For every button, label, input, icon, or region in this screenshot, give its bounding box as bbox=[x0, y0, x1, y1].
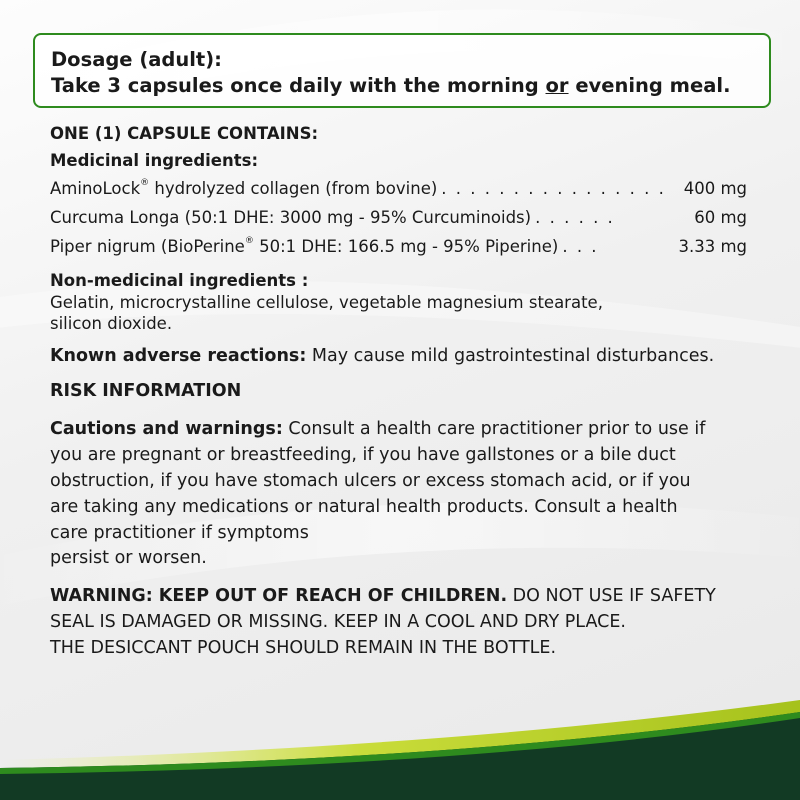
non-medicinal-heading: Non-medicinal ingredients : bbox=[50, 271, 309, 290]
ingredient-name: Piper nigrum (BioPerine® 50:1 DHE: 166.5 mg - 95% Piperine) bbox=[50, 236, 559, 256]
ingredient-name: Curcuma Longa (50:1 DHE: 3000 mg - 95% Curcuminoids) bbox=[50, 208, 532, 227]
leader-dots: . . . bbox=[562, 237, 599, 256]
warning-text: THE DESICCANT POUCH SHOULD REMAIN IN THE BOTTLE. bbox=[50, 638, 557, 658]
capsule-contains-heading: ONE (1) CAPSULE CONTAINS: bbox=[50, 124, 319, 143]
warning-text: SEAL IS DAMAGED OR MISSING. KEEP IN A COOL AND DRY PLACE. bbox=[50, 612, 626, 632]
cautions-text: obstruction, if you have stomach ulcers or excess stomach acid, or if you bbox=[50, 471, 691, 491]
ingredient-amount: 400 mg bbox=[683, 179, 747, 198]
medicinal-ingredients-heading: Medicinal ingredients: bbox=[50, 151, 259, 170]
adverse-reactions: Known adverse reactions: May cause mild gastrointestinal disturbances. bbox=[50, 346, 715, 366]
ingredient-row bbox=[50, 237, 747, 256]
leader-dots: . . . . . . bbox=[535, 208, 615, 227]
dosage-box bbox=[33, 33, 771, 108]
cautions-text: Cautions and warnings: Consult a health care practitioner prior to use if bbox=[50, 419, 706, 439]
cautions-text: you are pregnant or breastfeeding, if you have gallstones or a bile duct bbox=[50, 445, 676, 465]
leader-dots: . . . . . . . . . . . . . . . . bbox=[441, 179, 666, 198]
dosage-heading: Dosage (adult): bbox=[51, 48, 222, 71]
ingredient-name: AminoLock® hydrolyzed collagen (from bovine) bbox=[50, 178, 438, 198]
risk-information-heading: RISK INFORMATION bbox=[50, 381, 242, 401]
warning-text: WARNING: KEEP OUT OF REACH OF CHILDREN. DO NOT USE IF SAFETY bbox=[50, 586, 716, 606]
dosage-instructions: Take 3 capsules once daily with the morning or evening meal. bbox=[51, 74, 731, 97]
non-medicinal-text: silicon dioxide. bbox=[50, 314, 173, 333]
cautions-text: are taking any medications or natural health products. Consult a health bbox=[50, 497, 678, 517]
cautions-text: persist or worsen. bbox=[50, 548, 207, 568]
dosage-underlined-word: or bbox=[545, 74, 569, 97]
ingredient-amount: 60 mg bbox=[694, 208, 747, 227]
non-medicinal-text: Gelatin, microcrystalline cellulose, vegetable magnesium stearate, bbox=[50, 293, 603, 312]
ingredient-row bbox=[50, 208, 747, 227]
cautions-text: care practitioner if symptoms bbox=[50, 523, 309, 543]
ingredient-amount: 3.33 mg bbox=[678, 237, 747, 256]
ingredient-row bbox=[50, 179, 747, 198]
